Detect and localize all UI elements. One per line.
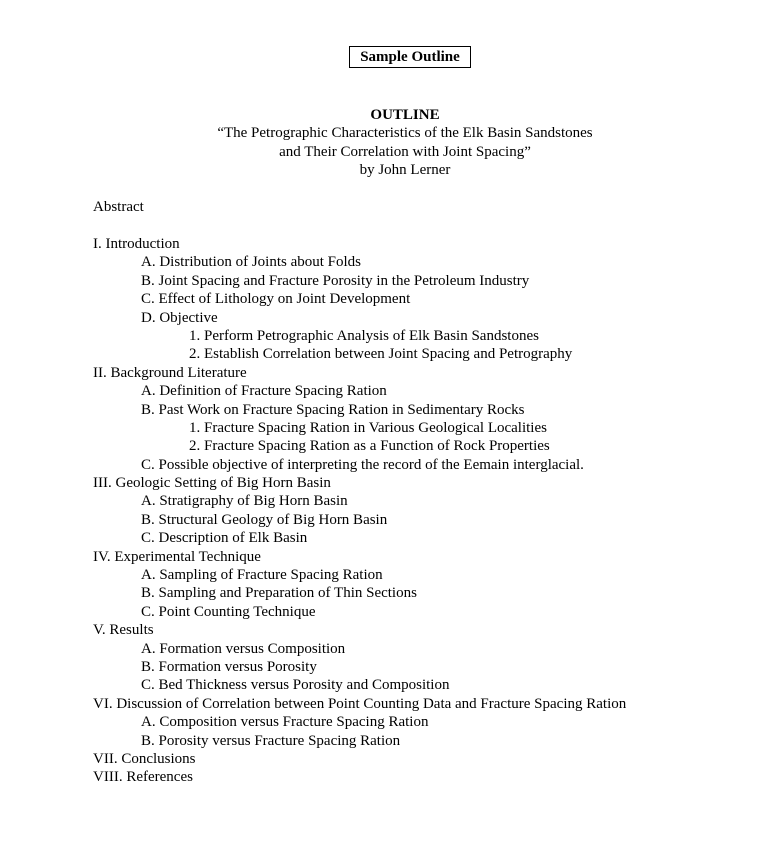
abstract-heading: Abstract xyxy=(93,199,144,215)
outline-item-level-2: B. Formation versus Porosity xyxy=(141,658,317,675)
outline-item-level-2: D. Objective xyxy=(141,309,218,326)
outline-item-level-2: C. Bed Thickness versus Porosity and Composition xyxy=(141,677,450,694)
outline-item-level-2: C. Effect of Lithology on Joint Development xyxy=(141,291,411,308)
outline-list xyxy=(93,235,626,787)
outline-item-level-2: B. Past Work on Fracture Spacing Ration in Sedimentary Rocks xyxy=(141,401,525,418)
outline-item-level-2: A. Formation versus Composition xyxy=(141,640,346,657)
outline-item-level-2: B. Porosity versus Fracture Spacing Ration xyxy=(141,732,401,749)
outline-item-level-2: B. Joint Spacing and Fracture Porosity in the Petroleum Industry xyxy=(141,272,530,289)
sample-outline-label: Sample Outline xyxy=(349,46,471,68)
outline-item-level-1: V. Results xyxy=(93,622,154,639)
outline-item-level-3: 1. Fracture Spacing Ration in Various Geological Localities xyxy=(189,419,547,436)
outline-item-level-3: 2. Fracture Spacing Ration as a Function of Rock Properties xyxy=(189,438,550,455)
outline-item-level-2: C. Description of Elk Basin xyxy=(141,530,308,547)
outline-item-level-1: I. Introduction xyxy=(93,236,180,252)
outline-item-level-2: A. Distribution of Joints about Folds xyxy=(141,254,362,271)
document-title: OUTLINE xyxy=(370,107,440,123)
outline-item-level-2: B. Sampling and Preparation of Thin Sections xyxy=(141,585,417,602)
outline-item-level-2: B. Structural Geology of Big Horn Basin xyxy=(141,511,388,528)
document-header xyxy=(0,106,773,180)
outline-item-level-2: C. Point Counting Technique xyxy=(141,603,316,620)
outline-item-level-2: A. Definition of Fracture Spacing Ration xyxy=(141,383,387,400)
document-subtitle-line2: and Their Correlation with Joint Spacing” xyxy=(279,143,531,160)
outline-item-level-1: VII. Conclusions xyxy=(93,750,196,767)
outline-item-level-2: C. Possible objective of interpreting the record of the Eemain interglacial. xyxy=(141,456,584,473)
outline-item-level-3: 2. Establish Correlation between Joint Spacing and Petrography xyxy=(189,346,573,363)
outline-item-level-2: A. Stratigraphy of Big Horn Basin xyxy=(141,493,348,510)
outline-item-level-1: IV. Experimental Technique xyxy=(93,548,261,565)
outline-item-level-2: A. Sampling of Fracture Spacing Ration xyxy=(141,567,383,584)
outline-item-level-1: VIII. References xyxy=(93,769,193,786)
outline-item-level-1: III. Geologic Setting of Big Horn Basin xyxy=(93,475,331,492)
document-author: by John Lerner xyxy=(359,162,451,179)
outline-item-level-1: VI. Discussion of Correlation between Point Counting Data and Fracture Spacing Ration xyxy=(93,695,627,712)
document-subtitle-line1: “The Petrographic Characteristics of the Elk Basin Sandstones xyxy=(217,125,593,142)
outline-item-level-2: A. Composition versus Fracture Spacing Ration xyxy=(141,714,429,731)
outline-item-level-1: II. Background Literature xyxy=(93,364,247,381)
outline-item-level-3: 1. Perform Petrographic Analysis of Elk Basin Sandstones xyxy=(189,327,539,344)
